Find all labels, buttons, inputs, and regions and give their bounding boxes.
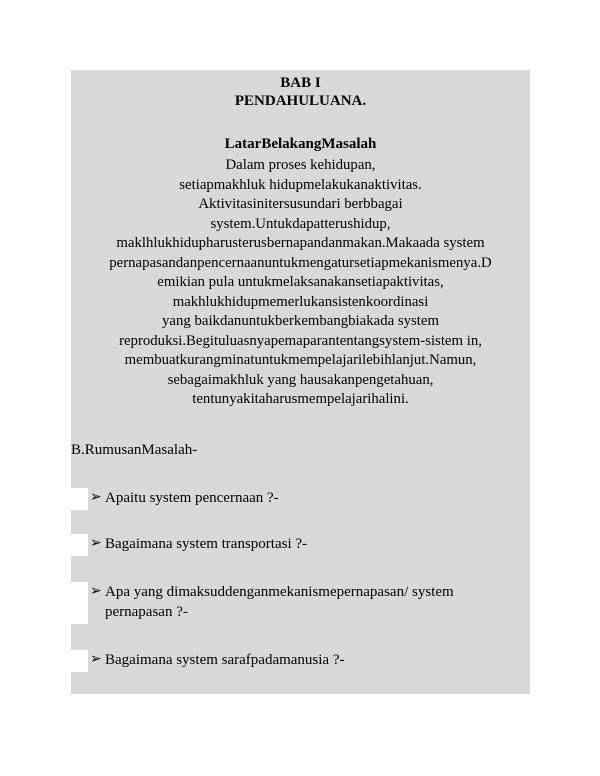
- paragraph-line: reproduksi.Begituluasnyapemaparantentangsystem-sistem in,: [119, 332, 482, 349]
- paragraph-line: Dalam proses kehidupan,: [225, 157, 376, 173]
- paragraph-line: membuatkurangminatuntukmempelajarilebihlanjut.Namun,: [124, 352, 477, 368]
- paragraph-line: sebagaimakhluk yang hausakanpengetahuan,: [167, 371, 434, 388]
- paragraph-line: makhlukhidupmemerlukansistenkoordinasi: [172, 293, 429, 310]
- paragraph-line: emikian pula untukmelaksanakansetiapaktivitas,: [157, 274, 444, 290]
- bullet-arrow-icon: ➢: [90, 536, 102, 551]
- list-item: [71, 534, 530, 578]
- paragraph-line: setiapmakhluk hidupmelakukanaktivitas.: [179, 176, 422, 193]
- bullet-gutter: [71, 582, 88, 624]
- bullet-gutter: [71, 650, 88, 672]
- bullet-text: Bagaimana system sarafpadamanusia ?-: [105, 652, 345, 668]
- section-a-title: LatarBelakangMasalah: [224, 136, 377, 152]
- paragraph-line: yang baikdanuntukberkembangbiakada system: [162, 313, 439, 329]
- bullet-arrow-icon: ➢: [90, 652, 102, 667]
- paragraph-line: system.Untukdapatterushidup,: [210, 215, 391, 232]
- document-page: [71, 70, 530, 694]
- list-item: [71, 582, 530, 642]
- chapter-title: PENDAHULUANA.: [234, 93, 367, 109]
- paragraph-line: Aktivitasinitersusundari berbbagai: [198, 196, 403, 212]
- paragraph-line: pernapasandanpencernaanuntukmengatursetiapmekanismenya.D: [109, 254, 492, 271]
- bullet-arrow-icon: ➢: [90, 584, 102, 599]
- bullet-gutter: [71, 534, 88, 556]
- background-paragraph: [71, 156, 530, 410]
- bullet-text: Apa yang dimaksuddenganmekanismepernapasan/ system pernapasan ?-: [105, 584, 454, 620]
- paragraph-line: maklhlukhidupharusterusbernapandanmakan.Makaada system: [116, 235, 485, 251]
- bullet-arrow-icon: ➢: [90, 490, 102, 505]
- list-item: [71, 488, 530, 532]
- section-b-title: B.RumusanMasalah-: [71, 442, 198, 458]
- chapter-label: BAB I: [280, 75, 321, 91]
- bullet-gutter: [71, 488, 88, 510]
- bullet-text: Apaitu system pencernaan ?-: [105, 490, 279, 506]
- bullet-text: Bagaimana system transportasi ?-: [105, 536, 308, 552]
- paragraph-line: tentunyakitaharusmempelajarihalini.: [192, 391, 409, 407]
- list-item: [71, 650, 530, 680]
